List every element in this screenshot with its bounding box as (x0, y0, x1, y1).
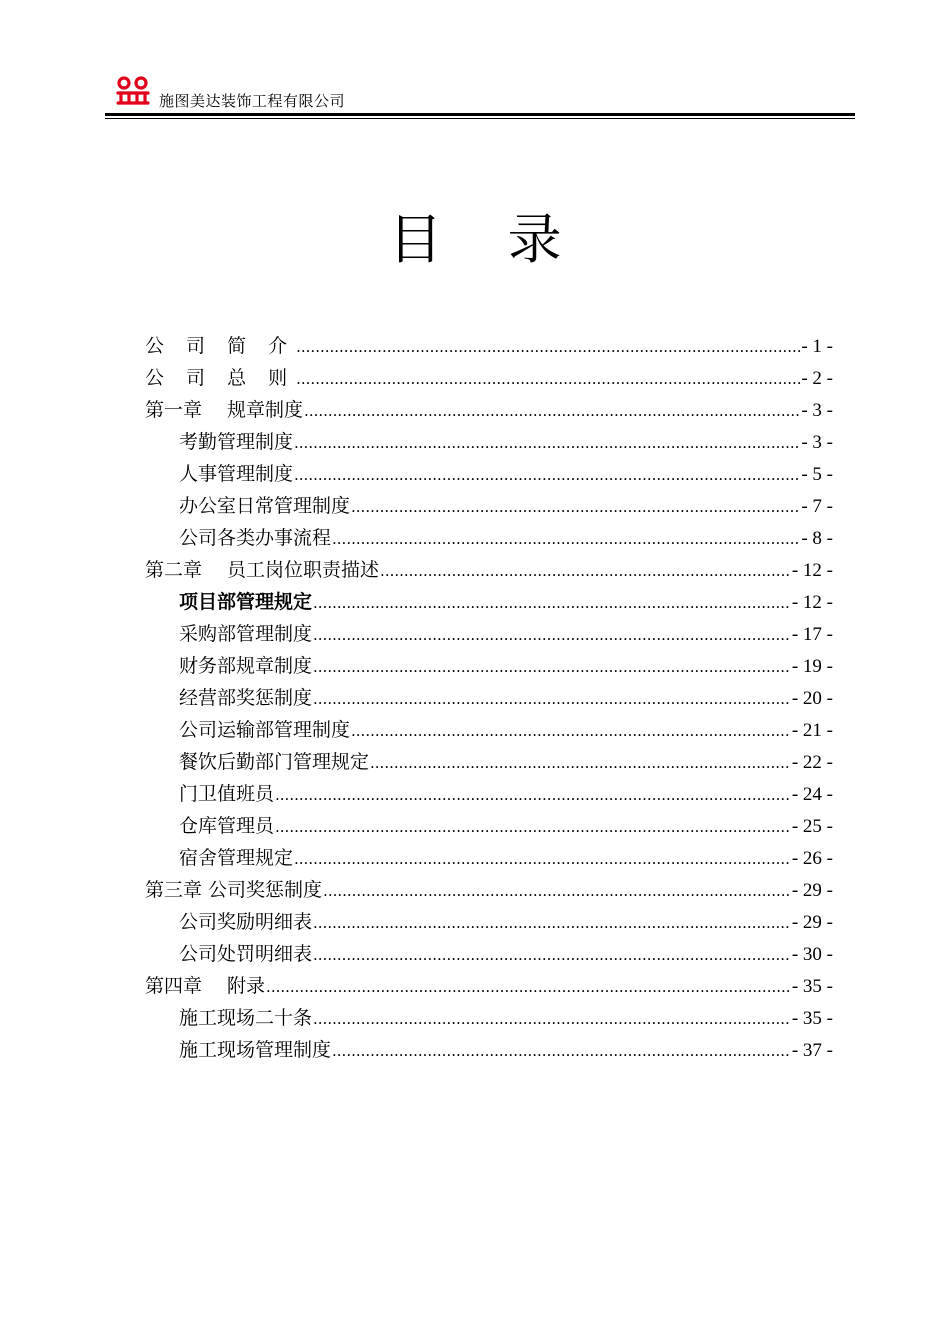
toc-leader-dots (380, 555, 791, 587)
toc-entry[interactable] (145, 458, 833, 490)
toc-entry-label: 宿舍管理规定 (179, 847, 294, 869)
toc-entry-page: - 17 - (791, 624, 833, 645)
toc-entry-label: 经营部奖惩制度 (179, 687, 313, 709)
toc-entry-label: 门卫值班员 (179, 783, 275, 805)
toc-entry[interactable] (145, 810, 833, 842)
toc-entry-label: 第三章 公司奖惩制度 (145, 879, 323, 901)
toc-entry-page: - 26 - (791, 848, 833, 869)
toc-entry-page: - 24 - (791, 784, 833, 805)
toc-entry-page: - 35 - (791, 1008, 833, 1029)
company-name: 施图美达装饰工程有限公司 (159, 92, 346, 110)
toc-leader-dots (313, 587, 791, 619)
header-rule-thin (105, 118, 855, 119)
toc-leader-dots (294, 843, 791, 875)
table-of-contents (145, 330, 833, 1066)
toc-entry-label: 餐饮后勤部门管理规定 (179, 751, 370, 773)
toc-entry-label: 公司处罚明细表 (179, 943, 313, 965)
toc-leader-dots (313, 683, 791, 715)
company-logo-icon (115, 74, 151, 106)
toc-entry-label: 考勤管理制度 (179, 431, 294, 453)
toc-leader-dots (296, 363, 800, 395)
toc-entry[interactable] (145, 682, 833, 714)
toc-leader-dots (370, 747, 791, 779)
toc-leader-dots (313, 939, 791, 971)
toc-entry-label: 公 司 简 介 (145, 335, 296, 357)
toc-entry[interactable] (145, 394, 833, 426)
toc-entry[interactable] (145, 842, 833, 874)
page-header (105, 72, 855, 122)
toc-entry-label: 人事管理制度 (179, 463, 294, 485)
toc-leader-dots (296, 331, 800, 363)
toc-leader-dots (275, 779, 791, 811)
toc-entry-label: 公司运输部管理制度 (179, 719, 351, 741)
toc-entry[interactable] (145, 426, 833, 458)
toc-leader-dots (313, 1003, 791, 1035)
toc-entry-page: - 29 - (791, 880, 833, 901)
toc-leader-dots (332, 523, 800, 555)
page-title: 目 录 (388, 208, 586, 271)
toc-entry-label: 公司奖励明细表 (179, 911, 313, 933)
toc-entry[interactable] (145, 330, 833, 362)
toc-entry-page: - 19 - (791, 656, 833, 677)
toc-leader-dots (275, 811, 791, 843)
toc-entry-label: 仓库管理员 (179, 815, 275, 837)
toc-entry[interactable] (145, 362, 833, 394)
toc-leader-dots (351, 491, 800, 523)
toc-entry-label: 公司各类办事流程 (179, 527, 332, 549)
toc-leader-dots (351, 715, 791, 747)
toc-entry-page: - 1 - (801, 336, 833, 357)
toc-entry[interactable] (145, 554, 833, 586)
toc-leader-dots (304, 395, 800, 427)
toc-entry-page: - 3 - (801, 432, 833, 453)
toc-entry-label: 办公室日常管理制度 (179, 495, 351, 517)
toc-leader-dots (294, 459, 800, 491)
toc-entry-page: - 35 - (791, 976, 833, 997)
toc-entry-page: - 5 - (801, 464, 833, 485)
toc-leader-dots (266, 971, 791, 1003)
toc-entry-page: - 30 - (791, 944, 833, 965)
toc-entry[interactable] (145, 522, 833, 554)
toc-entry-label: 项目部管理规定 (179, 591, 313, 613)
toc-entry[interactable] (145, 1034, 833, 1066)
toc-entry-label: 第一章 规章制度 (145, 399, 304, 421)
toc-entry-page: - 25 - (791, 816, 833, 837)
toc-entry-label: 公 司 总 则 (145, 367, 296, 389)
toc-entry-page: - 12 - (791, 560, 833, 581)
toc-entry-page: - 7 - (801, 496, 833, 517)
toc-entry[interactable] (145, 618, 833, 650)
toc-entry[interactable] (145, 650, 833, 682)
toc-leader-dots (313, 651, 791, 683)
toc-entry[interactable] (145, 490, 833, 522)
toc-entry-page: - 21 - (791, 720, 833, 741)
toc-entry-label: 施工现场管理制度 (179, 1039, 332, 1061)
toc-entry-label: 施工现场二十条 (179, 1007, 313, 1029)
toc-entry[interactable] (145, 874, 833, 906)
toc-entry[interactable] (145, 1002, 833, 1034)
toc-leader-dots (294, 427, 800, 459)
toc-entry[interactable] (145, 586, 833, 618)
toc-leader-dots (332, 1035, 791, 1067)
toc-entry-page: - 12 - (791, 592, 833, 613)
toc-entry[interactable] (145, 970, 833, 1002)
toc-entry[interactable] (145, 746, 833, 778)
toc-leader-dots (313, 619, 791, 651)
toc-leader-dots (313, 907, 791, 939)
toc-entry[interactable] (145, 714, 833, 746)
toc-entry[interactable] (145, 906, 833, 938)
toc-entry[interactable] (145, 938, 833, 970)
toc-entry-page: - 20 - (791, 688, 833, 709)
toc-entry-page: - 22 - (791, 752, 833, 773)
toc-entry-page: - 29 - (791, 912, 833, 933)
toc-entry-label: 第四章 附录 (145, 975, 266, 997)
toc-entry-page: - 37 - (791, 1040, 833, 1061)
toc-entry-page: - 2 - (801, 368, 833, 389)
toc-entry-label: 采购部管理制度 (179, 623, 313, 645)
toc-entry-label: 第二章 员工岗位职责描述 (145, 559, 380, 581)
toc-entry-page: - 8 - (801, 528, 833, 549)
header-rule (105, 113, 855, 116)
toc-entry[interactable] (145, 778, 833, 810)
toc-entry-page: - 3 - (801, 400, 833, 421)
toc-leader-dots (323, 875, 791, 907)
toc-entry-label: 财务部规章制度 (179, 655, 313, 677)
